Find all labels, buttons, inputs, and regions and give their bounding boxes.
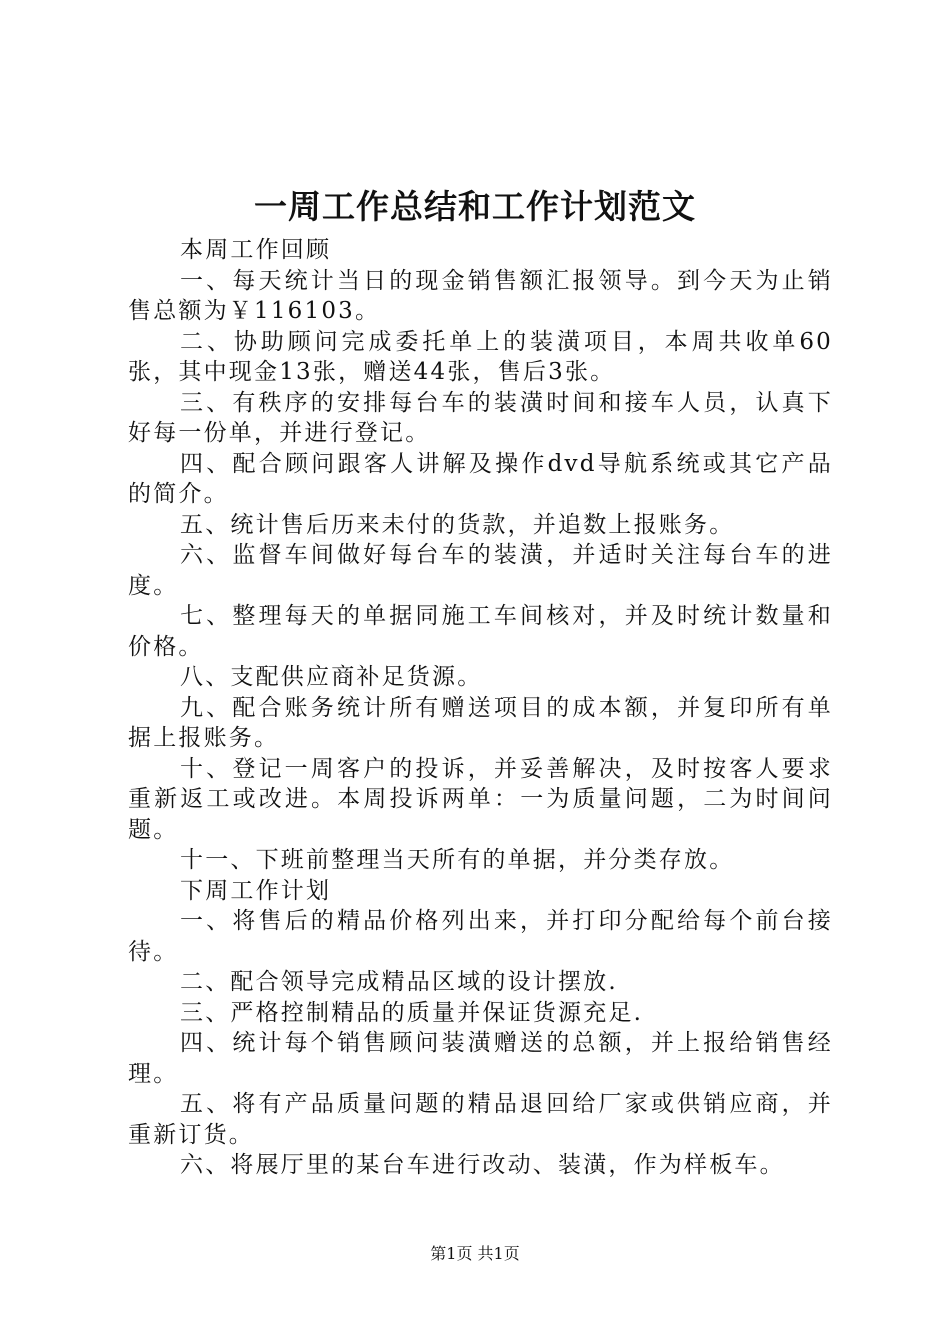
paragraph: 三、严格控制精品的质量并保证货源充足. xyxy=(180,999,644,1026)
section-heading-plan: 下周工作计划 xyxy=(180,877,332,904)
section-heading-review: 本周工作回顾 xyxy=(180,237,332,263)
paragraph: 三、有秩序的安排每台车的装潢时间和接车人员，认真下好每一份单，并进行登记。 xyxy=(128,389,833,446)
paragraph: 一、将售后的精品价格列出来，并打印分配给每个前台接待。 xyxy=(128,908,833,965)
paragraph: 五、将有产品质量问题的精品退回给厂家或供销应商，并重新订货。 xyxy=(128,1091,833,1148)
paragraph: 二、协助顾问完成委托单上的装潢项目，本周共收单60张，其中现金13张，赠送44张，售后3张。 xyxy=(128,328,833,385)
paragraph: 二、配合领导完成精品区域的设计摆放. xyxy=(180,969,618,995)
paragraph: 四、统计每个销售顾问装潢赠送的总额，并上报给销售经理。 xyxy=(128,1030,833,1087)
paragraph: 五、统计售后历来未付的货款，并追数上报账务。 xyxy=(180,511,735,538)
document-body xyxy=(128,235,833,1181)
paragraph: 八、支配供应商补足货源。 xyxy=(180,664,483,690)
paragraph: 一、每天统计当日的现金销售额汇报领导。到今天为止销售总额为￥116103。 xyxy=(128,267,833,324)
paragraph: 九、配合账务统计所有赠送项目的成本额，并复印所有单据上报账务。 xyxy=(128,694,833,751)
paragraph: 六、监督车间做好每台车的装潢，并适时关注每台车的进度。 xyxy=(128,542,833,599)
paragraph: 四、配合顾问跟客人讲解及操作dvd导航系统或其它产品的简介。 xyxy=(128,450,833,507)
paragraph: 十、登记一周客户的投诉，并妥善解决，及时按客人要求重新返工或改进。本周投诉两单：一为质量问题，二为时间问题。 xyxy=(128,755,833,843)
paragraph: 十一、下班前整理当天所有的单据，并分类存放。 xyxy=(180,847,735,873)
paragraph: 七、整理每天的单据同施工车间核对，并及时统计数量和价格。 xyxy=(128,603,833,660)
paragraph: 六、将展厅里的某台车进行改动、装潢，作为样板车。 xyxy=(180,1152,785,1178)
page-footer: 第1页 共1页 xyxy=(430,1244,520,1263)
document-title: 一周工作总结和工作计划范文 xyxy=(254,187,696,226)
